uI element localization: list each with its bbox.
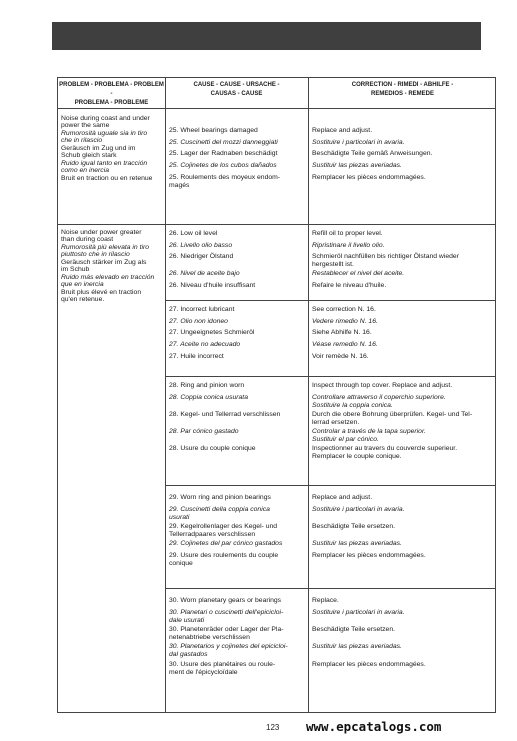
cause-text: usurati <box>169 513 190 521</box>
correction-text: Replace and adjust. <box>312 127 373 134</box>
problem-text: piuttosto che in rilascio <box>61 251 130 258</box>
troubleshooting-table <box>57 77 496 713</box>
correction-text: Vedere rimedio N. 16. <box>312 318 378 325</box>
correction-text: Durch die obere Bohrung überprüfen. Kegel- und Tel- <box>312 411 473 418</box>
problem-text: Geräusch stärker im Zug als <box>61 259 147 266</box>
correction-text: Beschädigte Teile ersetzen. <box>312 626 395 633</box>
problem-text: como en inercia <box>61 167 109 174</box>
problem-text: Rumorosità uguale sia in tiro <box>61 130 148 137</box>
cause-text: 27. Ungeeignetes Schmieröl <box>169 329 255 336</box>
correction-text: Remplacer les pièces endommagées. <box>312 174 426 181</box>
cause-text: 28. Usure du couple conique <box>169 445 256 452</box>
cause-text: 26. Low oil level <box>169 230 218 237</box>
correction-text: Refill oil to proper level. <box>312 230 383 237</box>
cause-text: 29. Cuscinetti della coppia conica <box>169 506 270 513</box>
cause-text: magés <box>169 181 190 189</box>
correction-text: Restablecer el nivel del aceite. <box>312 270 405 277</box>
cause-text: 26. Niedriger Ölstand <box>169 253 234 260</box>
correction-text: Siehe Abhilfe N. 16. <box>312 329 372 336</box>
correction-text: Sostituire i particolari in avaria. <box>312 139 405 146</box>
cause-text: dal gastados <box>169 650 208 658</box>
problem-text: Noise during coast and under <box>61 115 150 122</box>
cause-text: 25. Cuscinetti del mozzi danneggiati <box>169 139 278 146</box>
correction-text: Controlar a través de la tapa superior. <box>312 428 426 435</box>
correction-text: Remplacer les pièces endommagées. <box>312 552 426 559</box>
cause-text: 26. Nivel de aceite bajo <box>169 270 240 277</box>
problem-text: im Schub <box>61 266 90 273</box>
cause-text: 26. Niveau d'huile insuffisant <box>169 282 256 289</box>
problem-text: Noise under power greater <box>61 229 142 236</box>
cause-text: 28. Kegel- und Tellerrad verschlissen <box>169 411 281 418</box>
correction-text: Remplacer le couple conique. <box>312 452 402 460</box>
cause-text: Tellerradpaares verschlissen <box>169 530 256 538</box>
cause-text: 30. Usure des planétaires ou roule- <box>169 661 276 668</box>
cause-text: 29. Worn ring and pinion bearings <box>169 494 271 501</box>
correction-text: Controllare attraverso il coperchio superiore. <box>312 394 446 401</box>
correction-text: Replace and adjust. <box>312 494 373 501</box>
correction-text: Sustituir el par cónico. <box>312 435 379 443</box>
correction-text: Sostituire i particolari in avaria. <box>312 609 405 616</box>
cause-text: 29. Cojinetes del par cónico gastados <box>169 540 283 547</box>
row-divider <box>165 485 495 486</box>
column-divider <box>165 78 166 712</box>
correction-text: Replace. <box>312 597 339 604</box>
cause-text: ment de l'épicycloïdale <box>169 668 238 676</box>
correction-text: Voir remède N. 16. <box>312 353 369 360</box>
problem-text: Bruit plus élevé en traction <box>61 289 142 296</box>
cause-text: 28. Ring and pinion worn <box>169 382 245 389</box>
correction-text: Inspect through top cover. Replace and adjust. <box>312 382 453 389</box>
correction-text: lerrad ersetzen. <box>312 418 360 426</box>
correction-text: Ripristinare il livello olio. <box>312 242 385 249</box>
cause-text: 27. Huile incorrect <box>169 353 224 360</box>
problem-text: qu'en retenue. <box>61 296 105 303</box>
header-bar <box>52 22 481 50</box>
header-correction: CORRECTION - RIMEDI - ABHILFE - REMEDIOS - REMEDE <box>351 82 454 97</box>
cause-text: 25. Wheel bearings damaged <box>169 127 258 134</box>
row-divider <box>165 376 495 377</box>
correction-text: Sustituir las piezas averiadas. <box>312 643 402 650</box>
column-divider <box>308 78 309 712</box>
cause-text: 25. Cojinetes de los cubos dañados <box>169 162 277 169</box>
cause-text: 28. Coppia conica usurata <box>169 394 248 401</box>
cause-text: 25. Lager der Radnaben beschädigt <box>169 150 278 157</box>
correction-text: Schmieröl nachfüllen bis richtiger Ölstand wieder <box>312 253 459 260</box>
problem-text: que en inercia <box>61 281 104 288</box>
cause-text: 30. Planetari o cuscinetti dell'epicicloi- <box>169 609 284 616</box>
cause-text: 25. Roulements des moyeux endom- <box>169 174 281 181</box>
correction-text: Sostituire i particolari in avaria. <box>312 506 405 513</box>
cause-text: 26. Livello olio basso <box>169 242 233 249</box>
problem-text: Geräusch im Zug und im <box>61 145 136 152</box>
correction-text: Beschädigte Teile gemäß Anweisungen. <box>312 150 433 157</box>
header-cause: CAUSE - CAUSE - URSACHE - CAUSAS - CAUSE <box>193 82 280 97</box>
cause-text: 29. Kegelrollenlager des Kegel- und <box>169 523 278 530</box>
problem-text: Ruido más elevado en tracción <box>61 274 155 281</box>
correction-text: Véase remedio N. 16. <box>312 341 378 348</box>
cause-text: 30. Worn planetary gears or bearings <box>169 597 282 604</box>
cause-text: 27. Olio non idoneo <box>169 318 228 325</box>
row-divider <box>165 588 495 589</box>
correction-text: Sustituir las piezas averiadas. <box>312 540 402 547</box>
cause-text: dale usurati <box>169 616 205 624</box>
row-divider <box>58 224 495 225</box>
cause-text: 28. Par cónico gastado <box>169 428 239 435</box>
correction-text: Refaire le niveau d'huile. <box>312 282 387 289</box>
problem-text: Ruido igual tanto en tracción <box>61 160 148 167</box>
cause-text: netenabtriebe verschlissen <box>169 633 250 641</box>
correction-text: Beschädigte Teile ersetzen. <box>312 523 395 530</box>
problem-text: che in rilascio <box>61 137 103 144</box>
problem-text: than during coast <box>61 236 114 243</box>
site-watermark: www.epcatalogs.com <box>306 719 442 734</box>
correction-text: Inspectionner au travers du couvercle superieur. <box>312 445 458 452</box>
cause-text: 27. Incorrect lubricant <box>169 306 235 313</box>
cause-text: conique <box>169 559 193 567</box>
header-divider <box>58 108 495 109</box>
problem-text: Bruit en traction ou en retenue <box>61 175 153 182</box>
row-divider <box>165 300 495 301</box>
correction-text: Remplacer les pièces endommagées. <box>312 661 426 668</box>
problem-text: Schub gleich stark <box>61 152 117 159</box>
cause-text: 30. Planetarios y cojinetes del epicicloi- <box>169 643 288 650</box>
correction-text: Sustituir las piezas averiadas. <box>312 162 402 169</box>
problem-text: power the same <box>61 122 110 129</box>
correction-text: Sostituire la coppia conica. <box>312 401 393 409</box>
correction-text: See correction N. 16. <box>312 306 376 313</box>
problem-text: Rumorosità più elevata in tiro <box>61 244 150 251</box>
page-number: 123 <box>266 723 280 732</box>
cause-text: 29. Usure des roulements du couple <box>169 552 279 559</box>
cause-text: 30. Planetenräder oder Lager der Pla- <box>169 626 284 633</box>
correction-text: hergestellt ist. <box>312 260 354 268</box>
header-problem: PROBLEM - PROBLEMA - PROBLEM - PROBLEMA - PROBLEME <box>59 82 164 106</box>
cause-text: 27. Aceite no adecuado <box>169 341 241 348</box>
